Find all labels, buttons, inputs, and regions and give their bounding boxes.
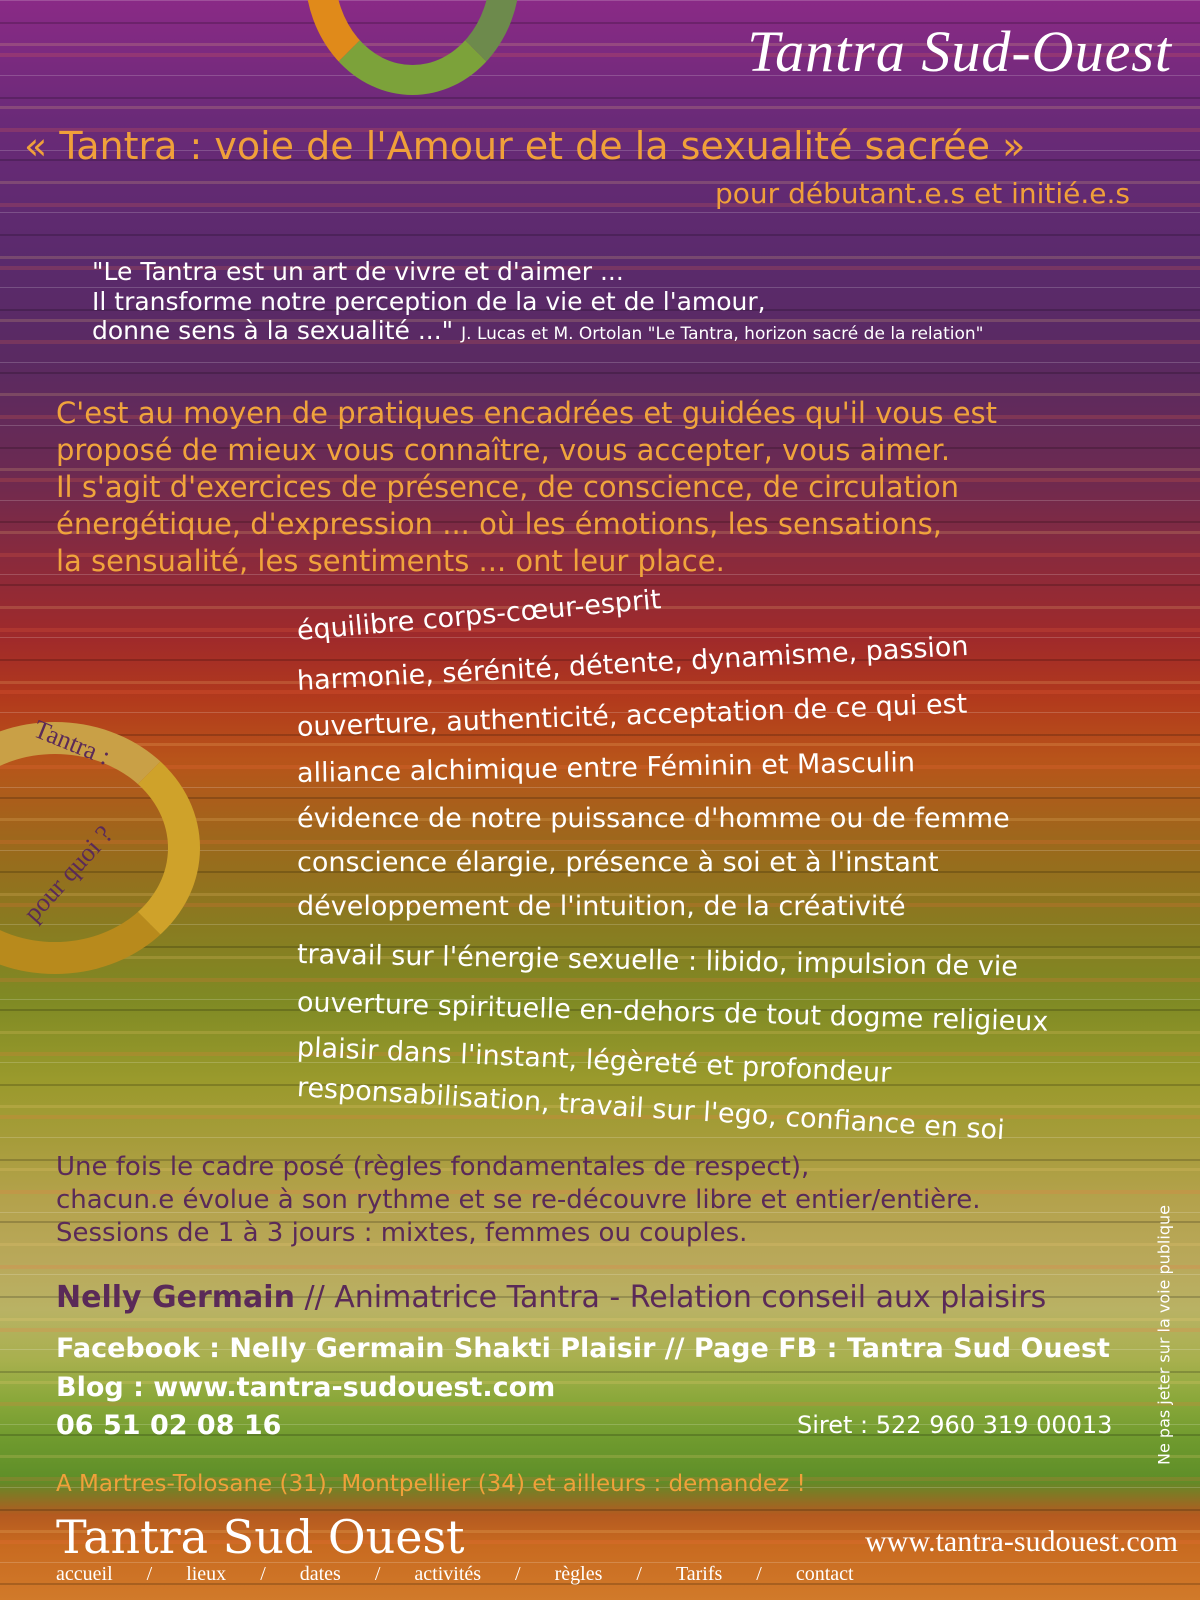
benefit-item: ouverture spirituelle en-dehors de tout dogme religieux (296, 987, 1049, 1038)
background-streak (0, 362, 1200, 363)
background-streak (0, 1328, 1200, 1332)
background-streak (0, 924, 1200, 925)
quote-text: donne sens à la sexualité ..." (92, 316, 454, 345)
background-streak (0, 743, 1200, 746)
background-streak (0, 97, 1200, 99)
background-streak (0, 0, 1200, 1)
quote-line-3 (92, 316, 983, 345)
benefit-item: plaisir dans l'instant, légèreté et profondeur (296, 1032, 892, 1089)
background-streak (0, 637, 1200, 638)
frame-line-2: chacun.e évolue à son rythme et se re-découvre libre et entier/entière. (56, 1185, 981, 1215)
nav-separator: / (260, 1563, 266, 1585)
ring-label-top: Tantra : (29, 714, 115, 771)
nav-link-contact[interactable]: contact (795, 1563, 854, 1585)
background-streak (0, 372, 1200, 374)
background-streak (0, 690, 1200, 694)
footer-brand: Tantra Sud Ouest (56, 1510, 465, 1564)
quote-source: J. Lucas et M. Ortolan "Le Tantra, horizon sacré de la relation" (461, 324, 984, 344)
background-streak (0, 1084, 1200, 1086)
contact-heading (56, 1280, 1046, 1315)
contact-blog: Blog : www.tantra-sudouest.com (56, 1372, 556, 1403)
body-line-1: C'est au moyen de pratiques encadrées et guidées qu'il vous est (56, 396, 998, 430)
benefit-item: développement de l'intuition, de la créativité (297, 891, 906, 922)
nav-separator: / (636, 1563, 642, 1585)
background-streak (0, 212, 1200, 213)
contact-name: Nelly Germain (56, 1280, 295, 1315)
body-line-5: la sensualité, les sentiments ... ont leur place. (56, 544, 725, 578)
brand-title: Tantra Sud-Ouest (747, 19, 1172, 84)
address-line: A Martres-Tolosane (31), Montpellier (34) et ailleurs : demandez ! (56, 1471, 806, 1497)
benefit-item: évidence de notre puissance d'homme ou de femme (297, 803, 1010, 834)
frame-line-3: Sessions de 1 à 3 jours : mixtes, femmes ou couples. (56, 1218, 748, 1248)
footer-url-link[interactable]: www.tantra-sudouest.com (865, 1525, 1178, 1558)
background-streak (0, 584, 1200, 586)
nav-link-dates[interactable]: dates (299, 1563, 341, 1585)
benefit-item: travail sur l'énergie sexuelle : libido, impulsion de vie (296, 939, 1019, 983)
headline: « Tantra : voie de l'Amour et de la sexualité sacrée » (24, 124, 1026, 168)
siret: Siret : 522 960 319 00013 (797, 1411, 1113, 1439)
nav-link-lieux[interactable]: lieux (186, 1563, 227, 1585)
nav-link-regles[interactable]: règles (554, 1563, 603, 1585)
background-streak (0, 1137, 1200, 1138)
background-streak (0, 106, 1200, 109)
nav-separator: / (756, 1563, 762, 1585)
benefit-item: harmonie, sérénité, détente, dynamisme, passion (296, 630, 970, 697)
quote-line-1: "Le Tantra est un art de vivre et d'aimer ... (92, 257, 624, 286)
background-streak (0, 978, 1200, 982)
background-streak (0, 1318, 1200, 1321)
nav-link-activites[interactable]: activités (414, 1563, 482, 1585)
ring-decoration-top (305, 0, 520, 95)
subheadline: pour débutant.e.s et initié.e.s (715, 177, 1130, 210)
body-line-3: Il s'agit d'exercices de présence, de conscience, de circulation (56, 470, 960, 504)
benefit-item: alliance alchimique entre Féminin et Masculin (296, 747, 916, 789)
nav-separator: / (146, 1563, 153, 1585)
side-note: Ne pas jeter sur la voie publique (1154, 1205, 1174, 1465)
benefit-item: conscience élargie, présence à soi et à l'instant (297, 847, 939, 878)
nav-link-accueil[interactable]: accueil (56, 1563, 113, 1585)
frame-line-1: Une fois le cadre posé (règles fondamentales de respect), (56, 1152, 810, 1182)
background-streak (0, 1274, 1200, 1275)
background-streak (0, 1455, 1200, 1458)
footer-nav (56, 1563, 1056, 1593)
contact-role: // Animatrice Tantra - Relation conseil aux plaisirs (294, 1280, 1047, 1315)
background-streak (0, 1265, 1200, 1269)
benefit-item: équilibre corps-cœur-esprit (295, 584, 663, 647)
nav-separator: / (515, 1563, 521, 1585)
nav-separator: / (374, 1563, 381, 1585)
quote-line-2: Il transforme notre perception de la vie et de l'amour, (92, 287, 766, 316)
body-line-4: énergétique, d'expression ... où les émotions, les sensations, (56, 507, 942, 541)
contact-phone: 06 51 02 08 16 (56, 1410, 282, 1441)
benefit-item: responsabilisation, travail sur l'ego, confiance en soi (296, 1072, 1006, 1147)
background-streak (0, 234, 1200, 236)
ring-label-bottom: pour quoi ? (17, 819, 119, 928)
background-streak (0, 734, 1200, 736)
nav-link-tarifs[interactable]: Tarifs (675, 1563, 723, 1585)
contact-facebook: Facebook : Nelly Germain Shakti Plaisir // Page FB : Tantra Sud Ouest (56, 1333, 1110, 1364)
benefit-item: ouverture, authenticité, acceptation de ce qui est (296, 688, 968, 743)
background-streak (0, 628, 1200, 632)
body-line-2: proposé de mieux vous connaître, vous accepter, vous aimer. (56, 433, 951, 467)
